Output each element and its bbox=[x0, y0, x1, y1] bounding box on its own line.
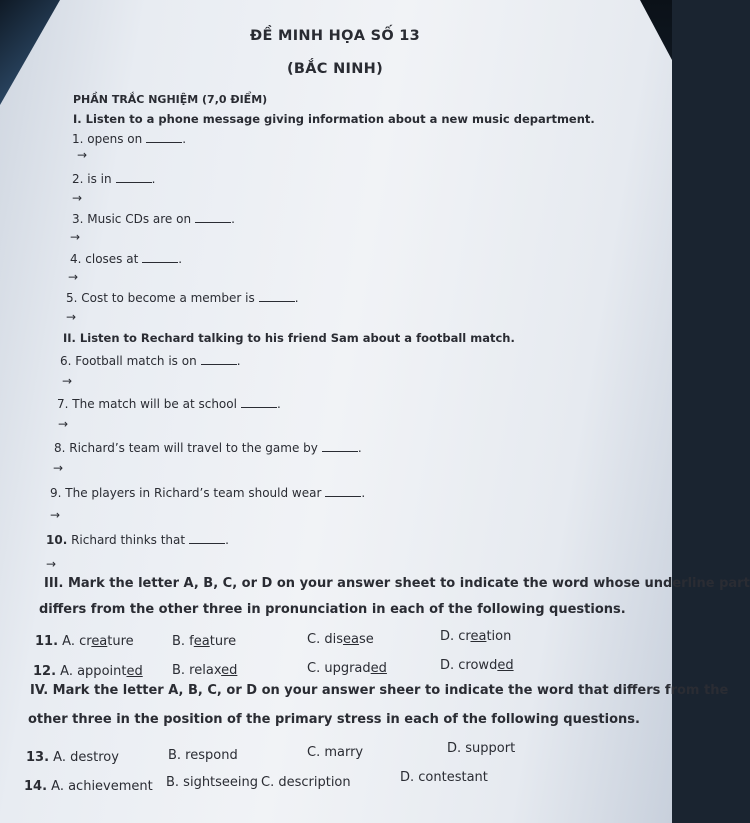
arrow-icon: → bbox=[66, 310, 77, 324]
question-11-option-c: C. disease bbox=[307, 632, 374, 647]
question-14-option-a: 14. A. achievement bbox=[24, 779, 153, 794]
arrow-icon: → bbox=[53, 461, 64, 475]
arrow-icon: → bbox=[50, 508, 61, 522]
question-3: 3. Music CDs are on . bbox=[72, 212, 235, 226]
title-line-1: ĐỀ MINH HỌA SỐ 13 bbox=[250, 28, 421, 44]
section-4-heading-line-1: IV. Mark the letter A, B, C, or D on your answer sheer to indicate the word that differs from the bbox=[30, 683, 729, 698]
question-11-option-d: D. creation bbox=[440, 629, 512, 644]
question-11-option-b: B. feature bbox=[172, 634, 237, 649]
question-2: 2. is in . bbox=[72, 172, 156, 186]
question-1: 1. opens on . bbox=[72, 132, 187, 146]
arrow-icon: → bbox=[62, 374, 73, 388]
question-12-option-a: 12. A. appointed bbox=[33, 664, 143, 679]
question-12-option-b: B. relaxed bbox=[172, 663, 238, 678]
arrow-icon: → bbox=[58, 417, 69, 431]
question-9: 9. The players in Richard’s team should wear . bbox=[50, 486, 366, 500]
question-14-option-b: B. sightseeing bbox=[166, 775, 259, 790]
question-12-option-c: C. upgraded bbox=[307, 661, 387, 676]
arrow-icon: → bbox=[77, 148, 88, 162]
question-14-option-d: D. contestant bbox=[400, 770, 488, 785]
question-13-option-b: B. respond bbox=[168, 748, 238, 763]
question-11-option-a: 11. A. creature bbox=[35, 634, 134, 649]
arrow-icon: → bbox=[72, 191, 83, 205]
question-10: 10. Richard thinks that . bbox=[46, 533, 229, 547]
question-13-option-d: D. support bbox=[447, 741, 516, 756]
question-6: 6. Football match is on . bbox=[60, 354, 241, 368]
section-1-heading: I. Listen to a phone message giving information about a new music department. bbox=[73, 112, 595, 126]
arrow-icon: → bbox=[70, 230, 81, 244]
question-4: 4. closes at . bbox=[70, 252, 183, 266]
question-8: 8. Richard’s team will travel to the game by . bbox=[54, 441, 362, 455]
section-3-heading-line-2: differs from the other three in pronunciation in each of the following questions. bbox=[39, 602, 626, 617]
title-line-2: (BẮC NINH) bbox=[287, 61, 384, 77]
section-2-heading: II. Listen to Rechard talking to his friend Sam about a football match. bbox=[63, 331, 515, 345]
question-14-option-c: C. description bbox=[261, 775, 351, 790]
question-7: 7. The match will be at school . bbox=[57, 397, 281, 411]
question-13-option-c: C. marry bbox=[307, 745, 364, 760]
question-12-option-d: D. crowded bbox=[440, 658, 514, 673]
arrow-icon: → bbox=[46, 557, 57, 571]
part-heading: PHẦN TRẮC NGHIỆM (7,0 ĐIỂM) bbox=[73, 93, 268, 106]
section-3-heading-line-1: III. Mark the letter A, B, C, or D on your answer sheet to indicate the word whose underline part bbox=[44, 576, 750, 591]
question-5: 5. Cost to become a member is . bbox=[66, 291, 299, 305]
question-13-option-a: 13. A. destroy bbox=[26, 750, 119, 765]
arrow-icon: → bbox=[68, 270, 79, 284]
section-4-heading-line-2: other three in the position of the primary stress in each of the following questions. bbox=[28, 712, 640, 727]
